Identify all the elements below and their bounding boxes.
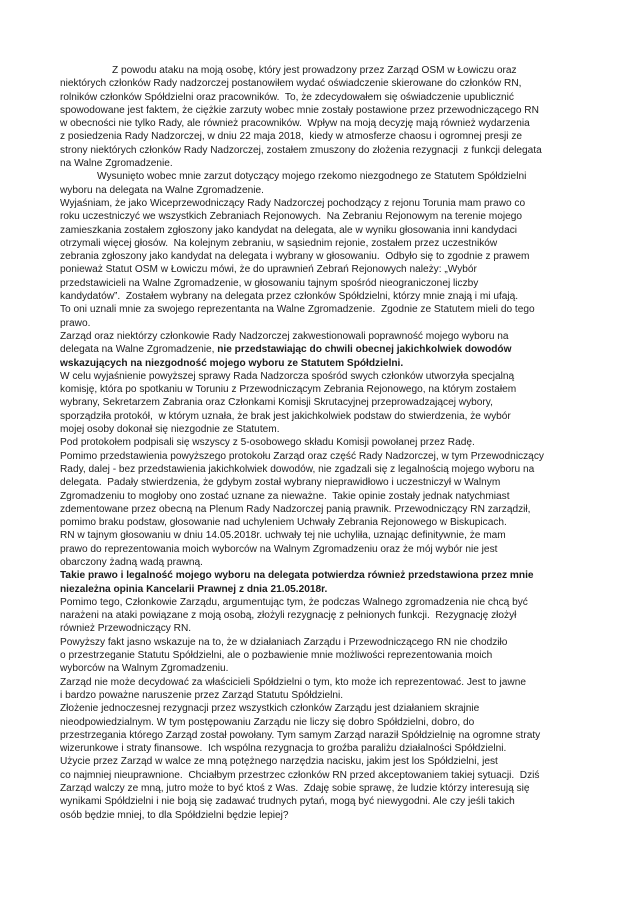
text-line: na Walne Zgromadzenie. xyxy=(60,158,173,170)
text-line: w obecności nie tylko Rady, ale również pracowników. Wpływ na moją decyzję mają również wydarzenia xyxy=(60,118,530,130)
text-line: narażeni na ataki powiązane z moją osobą, złożyli rezygnację z pełnionych funkcji. Rezygnację złożył xyxy=(60,610,517,622)
paragraph-statute-violation xyxy=(60,676,592,703)
text-line: mojej osoby dokonał się niezgodnie ze Statutem. xyxy=(60,424,280,436)
text-line: prawo. xyxy=(60,317,91,329)
text-line: przedstawicieli na Walne Zgromadzenie, w głosowaniu tajnym spośród nieograniczonej liczby xyxy=(60,277,479,289)
text-line: Złożenie jednoczesnej rezygnacji przez wszystkich członków Zarządu jest działaniem skrajnie xyxy=(60,703,480,715)
text-line: To oni uznali mnie za swojego reprezentanta na Walne Zgromadzenie. Zgodnie ze Statutem mieli do tego xyxy=(60,304,535,316)
text-line: rolników członków Spółdzielni oraz pracowników. To, że zdecydowałem się oświadczenie upublicznić xyxy=(60,91,514,103)
text-line: wynikami Spółdzielni i nie boją się zadawać trudnych pytań, mogą być niewygodni. Ale czy jeśli takich xyxy=(60,796,515,808)
text-line-mixed xyxy=(60,343,592,356)
text-line: kandydatów”. Zostałem wybrany na delegata przez członków Spółdzielni, którzy mnie znają i mi ufają. xyxy=(60,291,519,303)
bold-text-line xyxy=(60,583,592,596)
text-line: Rady, dalej - bez przedstawienia jakichkolwiek dowodów, nie zgadzali się z legalnością mojego wyboru na xyxy=(60,463,535,475)
text-fragment: delegata na Walne Zgromadzenie, xyxy=(60,344,218,356)
text-line: wizerunkowe i straty finansowe. Ich wspólna rezygnacja to groźba paraliżu działalności Spółdzielni. xyxy=(60,743,507,755)
text-line: pomimo braku podstaw, głosowanie nad uchyleniem Uchwały Zebrania Rejonowego w Biskupicach. xyxy=(60,517,507,529)
paragraph-protocol-signed xyxy=(60,436,592,449)
bold-fragment: nie przedstawiając do chwili obecnej jakichkolwiek dowodów xyxy=(217,344,512,356)
bold-text-line xyxy=(60,569,592,582)
text-line: ponieważ Statut OSM w Łowiczu mówi, że do uprawnień Zebrań Rejonowych należy: „Wybór xyxy=(60,264,477,276)
paragraph-commission xyxy=(60,370,592,436)
paragraph-intro xyxy=(60,64,592,170)
text-line: przestrzegania którego Zarząd został powołany. Tym samym Zarząd naraził Spółdzielnię na ogromne straty xyxy=(60,729,541,741)
bold-fragment: niezależna opinia Kancelarii Prawnej z dnia 21.05.2018r. xyxy=(60,583,328,595)
text-line: Wyjaśniam, że jako Wiceprzewodniczący Rady Nadzorczej pochodzący z rejonu Torunia mam prawo co xyxy=(60,197,526,209)
text-line: i bardzo poważne naruszenie przez Zarząd Statutu Spółdzielni. xyxy=(60,689,344,701)
paragraph-allegation xyxy=(60,170,592,197)
text-line: Użycie przez Zarząd w walce ze mną potężnego narzędzia nacisku, jakim jest los Spółdzielni, jest xyxy=(60,756,498,768)
text-line: niektórych członków Rady nadzorczej postanowiłem wydać oświadczenie skierowane do członków RN, xyxy=(60,78,522,90)
paragraph-contested-election xyxy=(60,330,592,370)
text-line: Pod protokołem podpisali się wszyscy z 5-osobowego składu Komisji powołanej przez Radę. xyxy=(60,437,475,449)
bold-fragment: Takie prawo i legalność mojego wyboru na delegata potwierdza również przedstawiona przez mnie xyxy=(60,570,534,582)
text-line: nieodpowiedzialnym. W tym postępowaniu Zarządu nie liczy się dobro Spółdzielni, dobro, do xyxy=(60,716,475,728)
text-line: Zgromadzeniu to mogłoby ono zostać uznane za nieważne. Takie opinie zostały jednak natychmiast xyxy=(60,490,510,502)
bold-text-line xyxy=(60,357,592,370)
text-line: wyboru na delegata na Walne Zgromadzenie. xyxy=(60,184,264,196)
text-line: Pomimo tego, Członkowie Zarządu, argumentując tym, że podczas Walnego zgromadzenia nie chcą być xyxy=(60,596,528,608)
text-line: Pomimo przedstawienia powyższego protokołu Zarząd oraz część Rady Nadzorczej, w tym Przewodniczący xyxy=(60,450,544,462)
text-line: osób będzie mniej, to dla Spółdzielni będzie lepiej? xyxy=(60,809,289,821)
text-line: otrzymali więcej głosów. Na kolejnym zebraniu, w sąsiednim rejonie, zostałem przez uczestników xyxy=(60,237,498,249)
text-line: co najmniej nieuprawnione. Chciałbym przestrzec członków RN przed akceptowaniem takiej sytuacji. Dziś xyxy=(60,769,540,781)
text-line: Powyższy fakt jasno wskazuje na to, że w działaniach Zarządu i Przewodniczącego RN nie chodziło xyxy=(60,636,508,648)
paragraph-explanation xyxy=(60,197,592,330)
text-line: W celu wyjaśnienie powyższej sprawy Rada Nadzorcza spośród swych członków utworzyła specjalną xyxy=(60,370,515,382)
text-line: sporządziła protokół, w którym uznała, że brak jest jakichkolwiek podstaw do stwierdzenia, że wybór xyxy=(60,410,511,422)
text-line: komisję, która po spotkaniu w Toruniu z Przewodniczącym Zebrania Rejonowego, na którym zostałem xyxy=(60,384,517,396)
paragraph-final xyxy=(60,702,592,822)
text-line: Wysunięto wobec mnie zarzut dotyczący mojego rzekomo niezgodnego ze Statutem Spółdzielni xyxy=(97,171,527,183)
paragraph-legal-opinion xyxy=(60,569,592,596)
text-line: również Przewodniczący RN. xyxy=(60,623,192,635)
text-line: obarczony żadną wadą prawną. xyxy=(60,556,203,568)
paragraph-resignation xyxy=(60,596,592,636)
text-line: zdementowane przez obecną na Plenum Rady Nadzorczej panią prawnik. Przewodniczący RN zarządził, xyxy=(60,503,531,515)
text-line: prawo do reprezentowania moich wyborców na Walnym Zgromadzeniu oraz że mój wybór nie jest xyxy=(60,543,498,555)
text-line: zebrania zgłoszony jako kandydat na delegata i wybrany w głosowaniu. Odbyło się to zgodnie z prawem xyxy=(60,251,530,263)
text-line: delegata. Padały stwierdzenia, że gdybym został wybrany nieprawidłowo i uczestniczył w Walnym xyxy=(60,477,501,489)
paragraph-conclusion-fact xyxy=(60,636,592,676)
paragraph-despite-protocol xyxy=(60,450,592,570)
text-line: wyborców na Walnym Zgromadzeniu. xyxy=(60,663,229,675)
text-line: zamieszkania zostałem zgłoszony jako kandydat na delegata, ale w wyniku głosowania inni kandydaci xyxy=(60,224,518,236)
text-line: Z powodu ataku na moją osobę, który jest prowadzony przez Zarząd OSM w Łowiczu oraz xyxy=(112,65,517,76)
text-line: o przestrzeganie Statutu Spółdzielni, ale o pozbawienie mnie możliwości reprezentowania moich xyxy=(60,650,493,662)
text-line: wybrany, Sekretarzem Zabrania oraz Członkami Komisji Skrutacyjnej przeprowadzającej wybory, xyxy=(60,397,493,409)
text-line: Zarząd nie może decydować za właścicieli Spółdzielni o tym, kto może ich reprezentować. Jest to jawne xyxy=(60,676,526,688)
text-line: roku uczestniczyć we wszystkich Zebraniach Rejonowych. Na Zebraniu Rejonowym na terenie mojego xyxy=(60,211,523,223)
text-line: z posiedzenia Rady Nadzorczej, w dniu 22 maja 2018, kiedy w atmosferze chaosu i ogromnej presji ze xyxy=(60,131,523,143)
document-page xyxy=(60,64,592,822)
text-line: spowodowane jest faktem, że ciężkie zarzuty wobec mnie zostały postawione przez przewodniczącego RN xyxy=(60,104,539,116)
bold-fragment: wskazujących na niezgodność mojego wyboru ze Statutem Spółdzielni. xyxy=(60,357,404,369)
text-line: Zarząd oraz niektórzy członkowie Rady Nadzorczej zakwestionowali poprawność mojego wyboru na xyxy=(60,330,509,342)
text-line: RN w tajnym głosowaniu w dniu 14.05.2018r. uchwały tej nie uchyliła, uznając definitywnie, że mam xyxy=(60,530,506,542)
text-line: Zarząd walczy ze mną, jutro może to być ktoś z Was. Zdaję sobie sprawę, że ludzie którzy interesują się xyxy=(60,783,530,795)
text-line: strony niektórych członków Rady Nadzorczej, zostałem zmuszony do złożenia rezygnacji z funkcji delegata xyxy=(60,144,542,156)
